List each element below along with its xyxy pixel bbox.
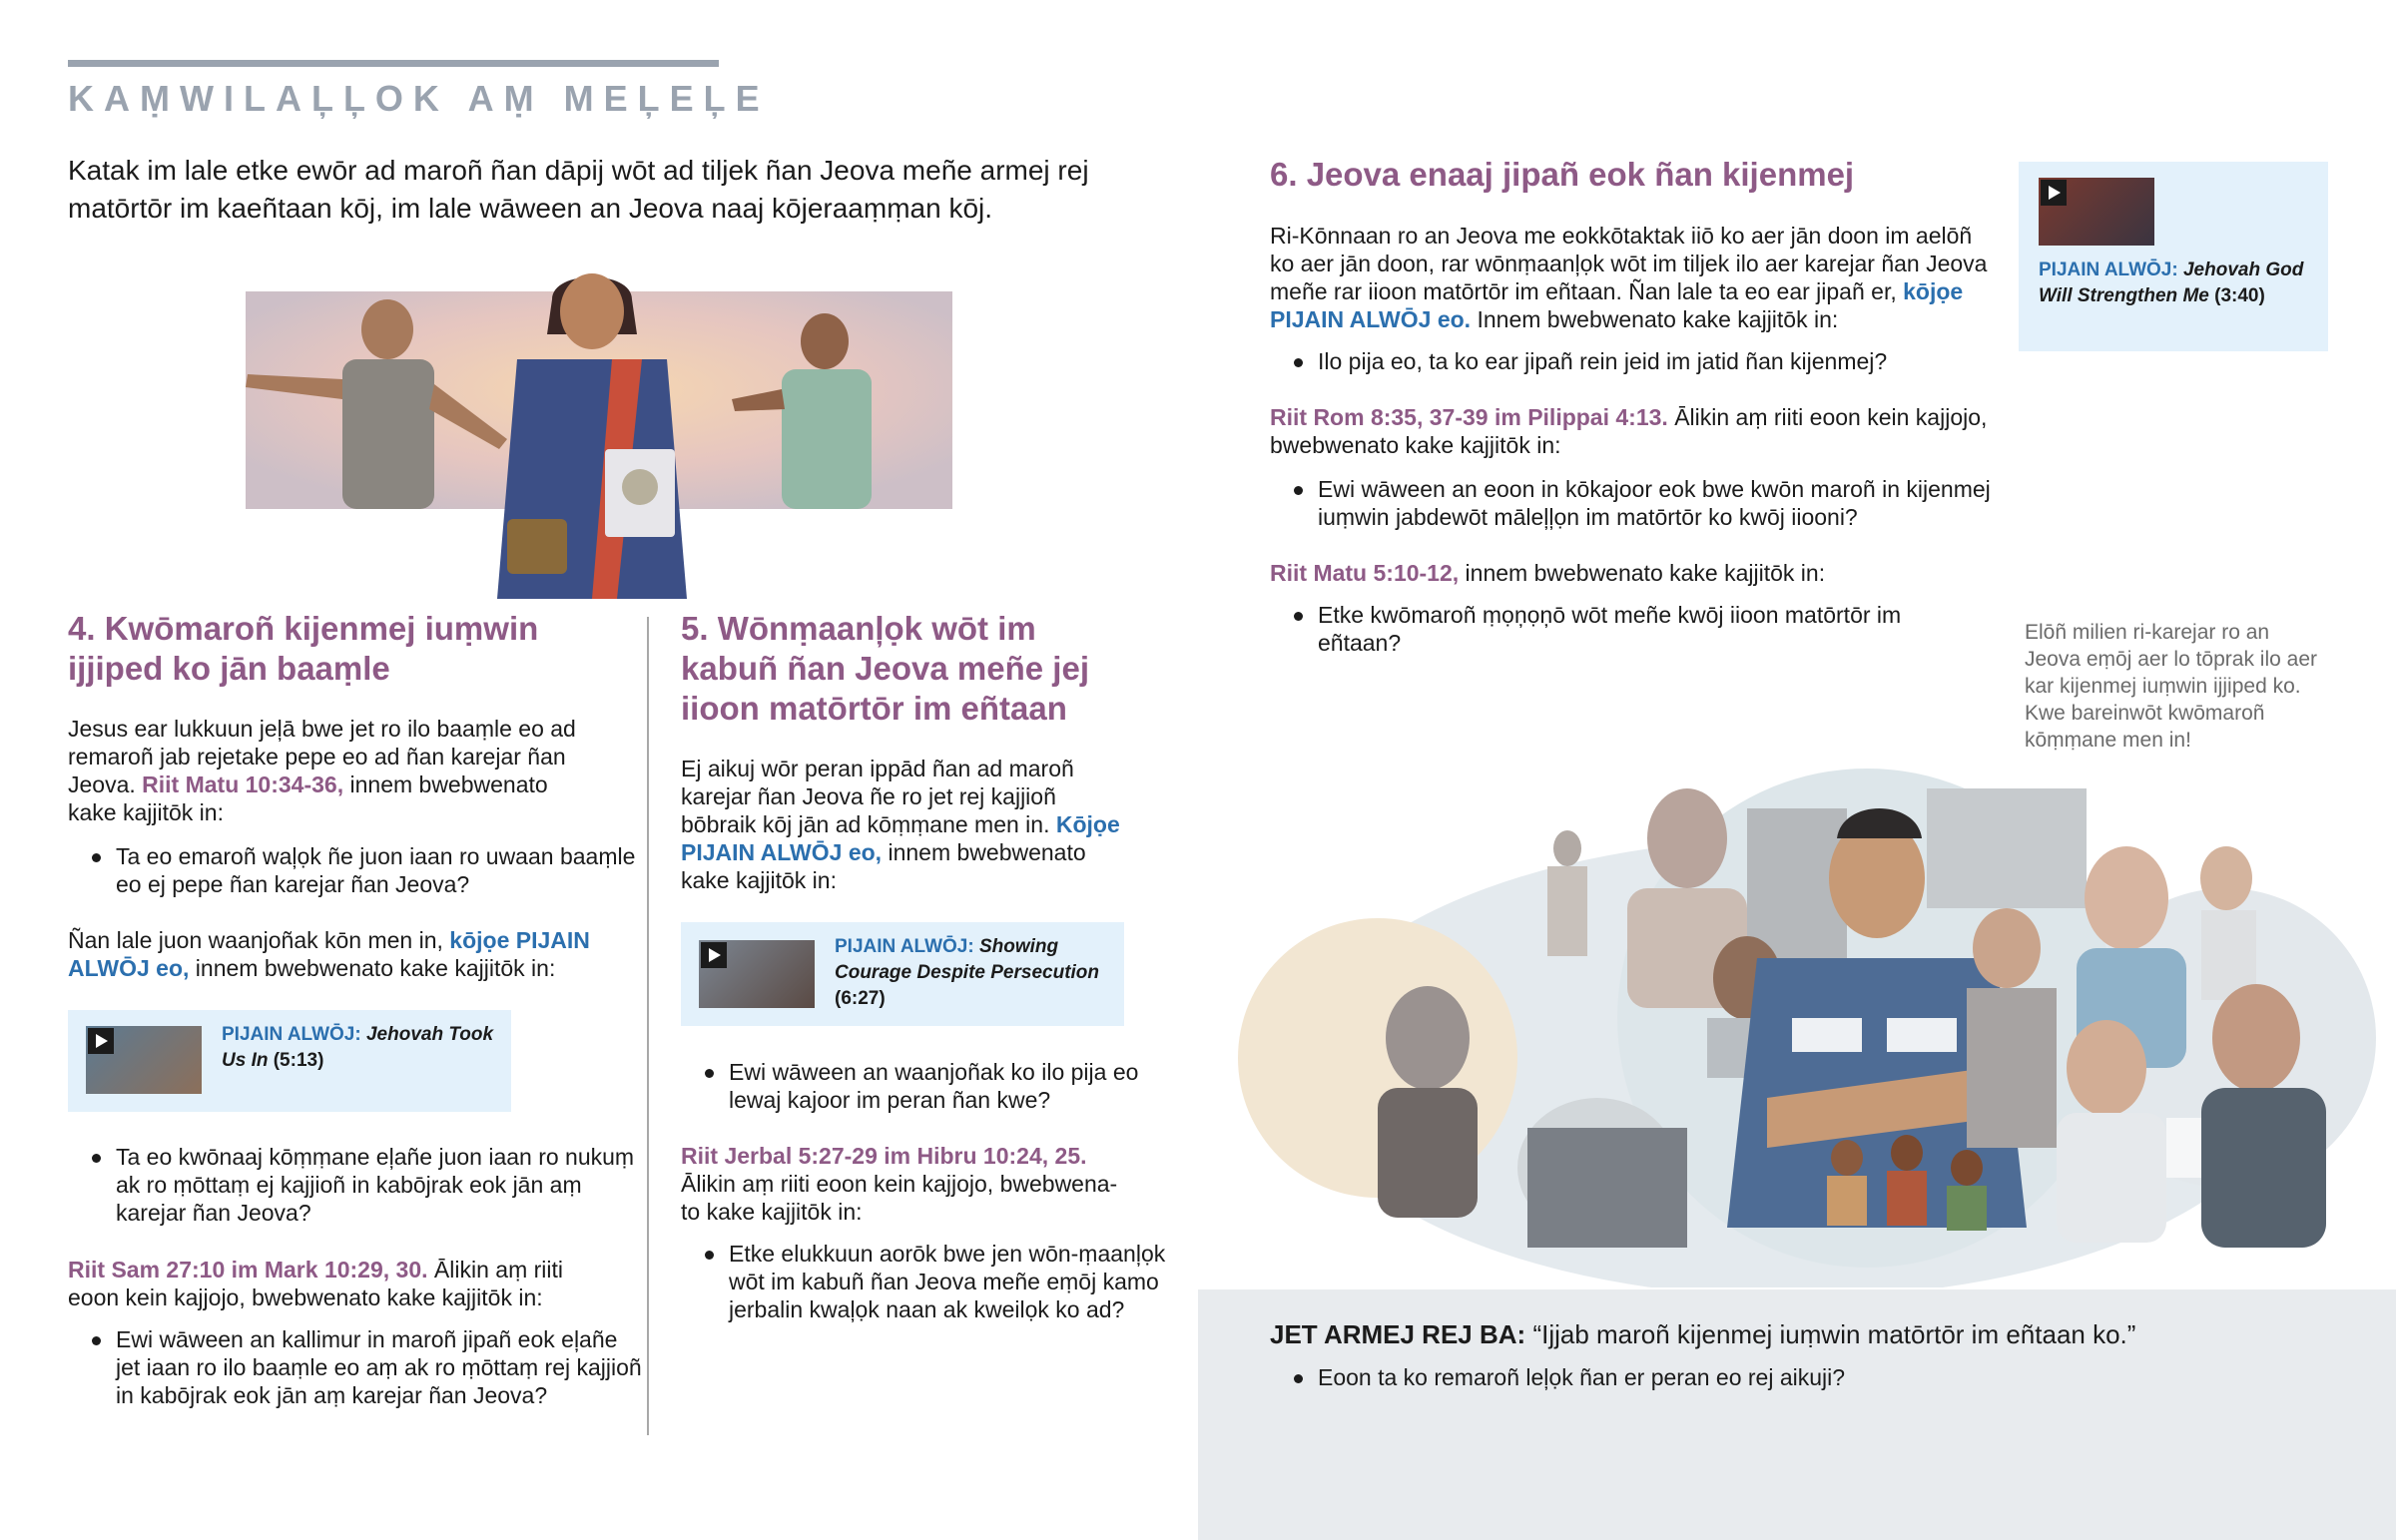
intro-paragraph: Katak im lale etke ewōr ad maroñ ñan dāpij wōt ad tiljek ñan Jeova meñe armej rej matōrtōr im kaeñtaan kōj, im lale wāween an Jeova naaj kōjeraaṃṃan kōj. — [68, 155, 1089, 224]
question-item: Ta eo emaroñ waļọk ñe juon iaan ro uwaan baaṃle eo ej pepe ñan karejar ñan Jeova? — [116, 842, 645, 898]
scripture-ref-link[interactable]: Riit Rom 8:35, 37-39 im Pilippai 4:13. — [1270, 404, 1668, 430]
section-4-paragraph-1 — [68, 715, 597, 826]
video-card-showing-courage[interactable] — [681, 922, 1124, 1026]
video-label: PIJAIN ALWŌJ: — [222, 1024, 361, 1045]
section-4-paragraph-3 — [68, 1256, 597, 1311]
section-6-question-list-3 — [1270, 601, 1937, 657]
video-caption — [835, 934, 1118, 1012]
video-title: Jehovah Took Us In — [222, 1024, 494, 1071]
video-thumbnail[interactable] — [86, 1026, 202, 1094]
family-illustration — [218, 250, 956, 599]
column-divider — [647, 617, 649, 1435]
question-item: Ewi wāween an eoon in kōkajoor eok bwe kwōn maroñ in kijenmej iuṃwin jabdewōt māleļļọn im matōrtōr ko kwōj iiooni? — [1318, 475, 2037, 531]
question-item: Etke elukkuun aorōk bwe jen wōn-ṃaanļọk wōt im kabuñ ñan Jeova meñe eṃōj kamo jerbalin kwaļọk naan ak kweilọk ko ad? — [729, 1240, 1174, 1323]
video-duration: (5:13) — [273, 1050, 324, 1071]
question-item: Etke kwōmaroñ ṃọņọņō wōt meñe kwōj iioon matōrtōr im eñtaan? — [1318, 601, 1937, 657]
scripture-ref-link[interactable]: Riit Sam 27:10 im Mark 10:29, 30. — [68, 1257, 428, 1283]
paragraph-text: Ri-Kōnnaan ro an Jeova me eokkōtaktak iiō ko aer jān doon im aelōñ ko aer jān doon, rar wōnṃaanļọk wōt im tiljek ilo aer karejar ñan Jeova meñe rar iioon matōrtōr im eñtaan. Ñan lale ta eo ear jipañ er, — [1270, 223, 1988, 304]
objection-line — [1270, 1317, 2348, 1351]
paragraph-text: innem bwebwenato kake kajjitōk in: — [681, 839, 1086, 893]
video-duration: (6:27) — [835, 988, 886, 1009]
play-icon[interactable] — [2041, 180, 2067, 206]
question-item: Ewi wāween an waanjoñak ko ilo pija eo lewaj kajoor im peran ñan kwe? — [729, 1058, 1174, 1114]
video-caption — [2039, 257, 2318, 309]
video-label: PIJAIN ALWŌJ: — [2039, 259, 2178, 280]
section-4-heading: 4. Kwōmaroñ kijenmej iuṃwin ijjiped ko jān baaṃle — [68, 610, 539, 687]
footer-question-list — [1270, 1363, 2396, 1391]
section-6-paragraph-2 — [1270, 403, 1989, 459]
video-caption — [222, 1022, 501, 1074]
section-4-question-list-2 — [68, 1143, 645, 1227]
video-card-jehovah-god-will-strengthen-me[interactable] — [2019, 162, 2328, 351]
question-item: Ilo pija eo, ta ko ear jipañ rein jeid im jatid ñan kijenmej? — [1318, 347, 2037, 375]
section-5-heading: 5. Wōnṃaanļọk wōt im kabuñ ñan Jeova meñe jej iioon matōrtōr im eñtaan — [681, 610, 1089, 727]
top-rule — [68, 60, 719, 67]
paragraph-text: Ālikin aṃ riiti eoon kein kajjojo, bwebwena-to kake kajjitōk in: — [681, 1171, 1118, 1225]
section-6-question-list-1 — [1270, 347, 2037, 375]
play-video-link[interactable]: kōjọe PIJAIN ALWŌJ eo. — [1270, 278, 1964, 332]
section-4-paragraph-2 — [68, 926, 597, 982]
paragraph-text: Ej aikuj wōr peran ippād ñan ad maroñ karejar ñan Jeova ñe ro jet rej kajjioñ bōbraik kōj jān ad kōṃṃane men in. — [681, 756, 1074, 837]
video-thumbnail[interactable] — [2039, 178, 2154, 246]
illustration-caption: Elōñ milien ri-karejar ro an Jeova eṃōj aer lo tōprak ilo aer kar kijenmej iuṃwin ijjiped ko. Kwe bareinwōt kwōmaroñ kōṃṃane men in! — [2025, 621, 2317, 752]
question-item: Eoon ta ko remaroñ leļọk ñan er peran eo rej aikuji? — [1318, 1363, 2396, 1391]
paragraph-text: Ālikin aṃ riiti eoon kein kajjojo, bwebwenato kake kajjitōk in: — [1270, 404, 1988, 458]
paragraph-text: Ālikin aṃ riiti eoon kein kajjojo, bwebwenato kake kajjitōk in: — [68, 1257, 563, 1310]
scripture-ref-link[interactable]: Riit Matu 5:10-12, — [1270, 560, 1460, 586]
section-5-question-list-2 — [681, 1240, 1174, 1323]
section-4-question-list-3 — [68, 1325, 645, 1409]
question-item: Ewi wāween an kallimur in maroñ jipañ eok eļañe jet iaan ro ilo baaṃle eo aṃ ak ro ṃōttaṃ rej kajjioñ in kabōjrak eok jān aṃ karejar ñan Jeova? — [116, 1325, 645, 1409]
section-kicker: KAṂWILAĻĻOK AṂ MEĻEĻE — [68, 78, 770, 119]
witnesses-illustration — [1228, 769, 2376, 1287]
scripture-ref-link[interactable]: Riit Matu 10:34-36, — [142, 771, 344, 797]
paragraph-text: innem bwebwenato kake kajjitōk in: — [195, 955, 556, 981]
video-title: Showing Courage Despite Persecution — [835, 936, 1100, 983]
section-5-paragraph-2 — [681, 1142, 1126, 1226]
video-label: PIJAIN ALWŌJ: — [835, 936, 974, 957]
paragraph-text: innem bwebwenato kake kajjitōk in: — [1465, 560, 1826, 586]
video-thumbnail[interactable] — [699, 940, 815, 1008]
play-icon[interactable] — [88, 1028, 114, 1054]
scripture-ref-link[interactable]: Riit Jerbal 5:27-29 im Hibru 10:24, 25. — [681, 1143, 1087, 1169]
play-video-link[interactable]: kōjọe PIJAIN ALWŌJ eo, — [68, 927, 590, 981]
paragraph-text: Jesus ear lukkuun jeļā bwe jet ro ilo baaṃle eo ad remaroñ jab rejetake pepe eo ad ñan karejar ñan Jeova. — [68, 716, 576, 797]
section-5-question-list-1 — [681, 1058, 1174, 1114]
paragraph-text: Ñan lale juon waanjoñak kōn men in, — [68, 927, 443, 953]
video-duration: (3:40) — [2214, 285, 2265, 306]
video-card-jehovah-took-us-in[interactable] — [68, 1010, 511, 1112]
play-video-link[interactable]: Kōjọe PIJAIN ALWŌJ eo, — [681, 811, 1120, 865]
section-6-paragraph-1 — [1270, 222, 1989, 333]
paragraph-text: innem bwebwenato kake kajjitōk in: — [68, 771, 548, 825]
section-6-heading: 6. Jeova enaaj jipañ eok ñan kijenmej — [1270, 156, 1855, 193]
video-title: Jehovah God Will Strengthen Me — [2039, 259, 2304, 306]
question-item: Ta eo kwōnaaj kōṃṃane eļañe juon iaan ro nukuṃ ak ro ṃōttaṃ ej kajjioñ in kabōjrak eok jān aṃ karejar ñan Jeova? — [116, 1143, 645, 1227]
paragraph-text: Innem bwebwenato kake kajjitōk in: — [1477, 306, 1839, 332]
section-6-question-list-2 — [1270, 475, 2037, 531]
objection-quote: “Ijjab maroñ kijenmej iuṃwin matōrtōr im eñtaan ko.” — [1532, 1319, 2136, 1349]
section-4-question-list-1 — [68, 842, 645, 898]
section-6-paragraph-3 — [1270, 559, 1989, 587]
play-icon[interactable] — [701, 942, 727, 968]
objection-label: JET ARMEJ REJ BA: — [1270, 1319, 1526, 1349]
section-5-paragraph-1 — [681, 755, 1126, 894]
